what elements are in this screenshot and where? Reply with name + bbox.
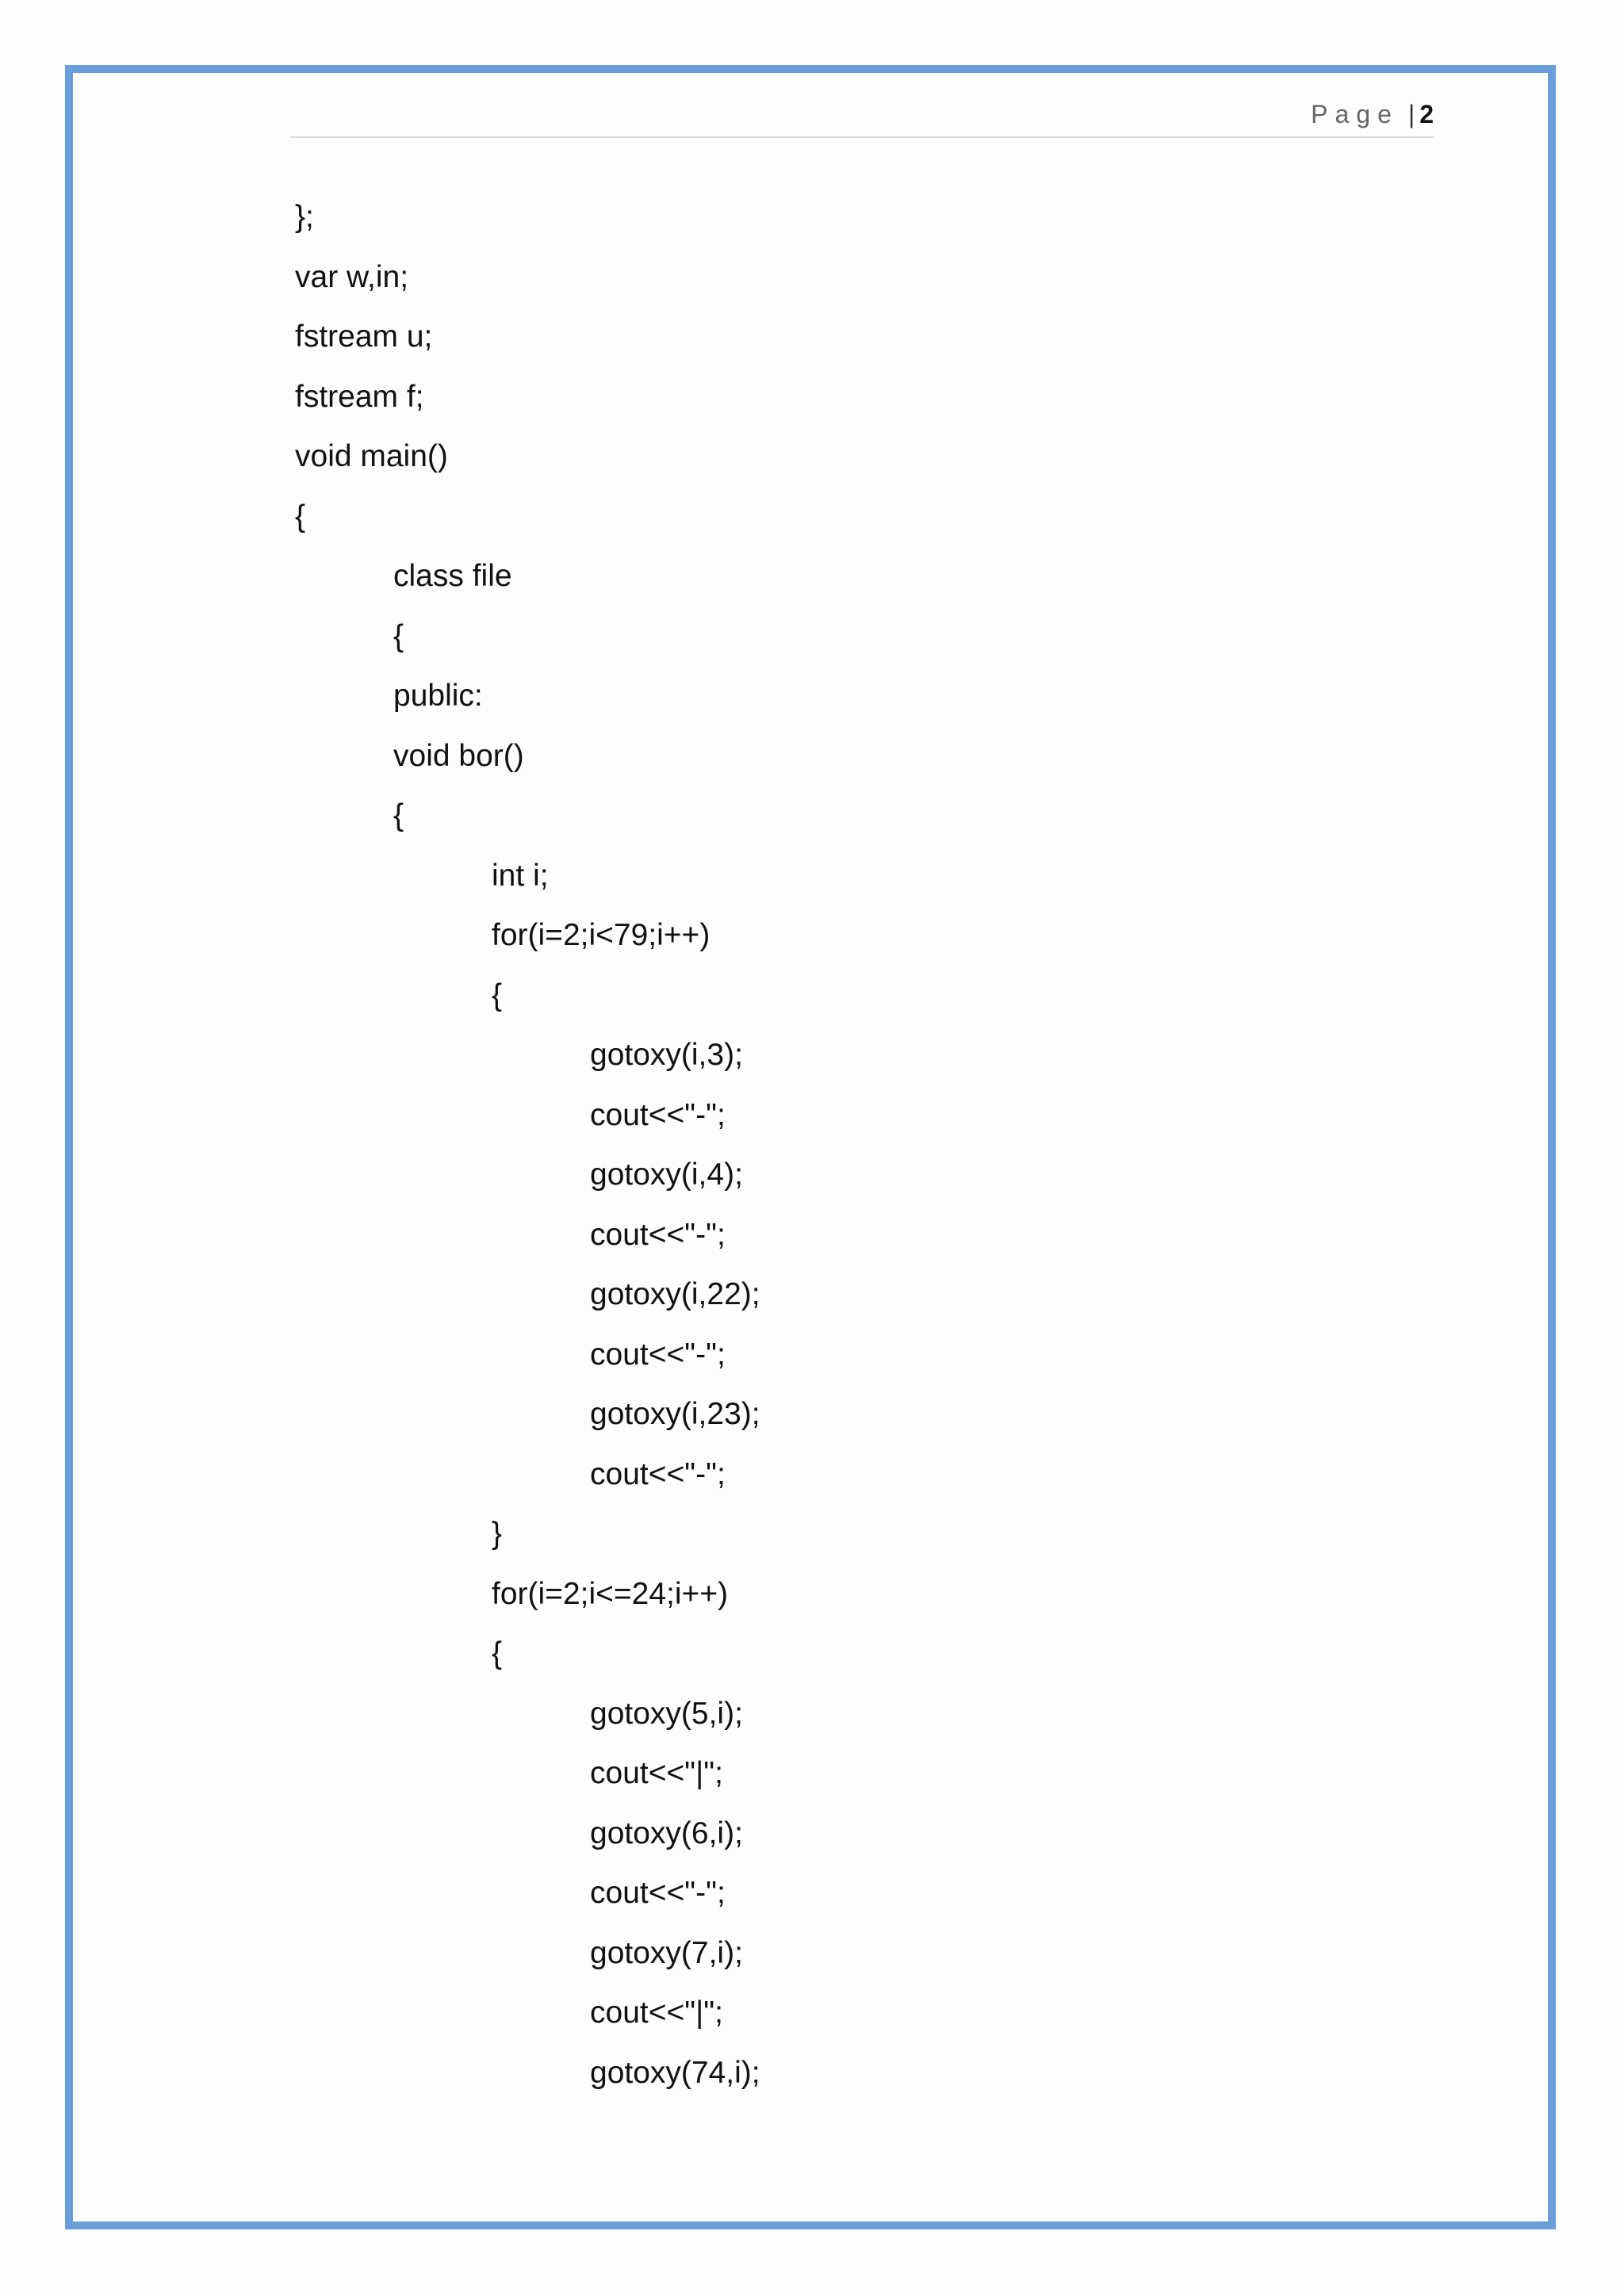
code-line: cout<<"|"; — [590, 1756, 723, 1790]
code-line: fstream u; — [295, 320, 433, 354]
code-line: for(i=2;i<79;i++) — [492, 918, 710, 952]
page-header — [290, 97, 1434, 138]
code-line: gotoxy(7,i); — [590, 1935, 743, 1970]
code-line: { — [492, 978, 503, 1012]
page-number: 2 — [1419, 100, 1434, 128]
code-line: { — [295, 499, 306, 534]
code-line: public: — [393, 679, 483, 713]
code-line: gotoxy(i,4); — [590, 1158, 743, 1192]
code-line: void bor() — [393, 738, 524, 773]
code-line: class file — [393, 559, 512, 593]
code-line: { — [393, 798, 404, 832]
code-line: cout<<"-"; — [590, 1217, 726, 1252]
code-line: }; — [295, 200, 314, 234]
code-line: gotoxy(74,i); — [590, 2055, 760, 2090]
code-line: { — [393, 618, 404, 653]
code-line: cout<<"-"; — [590, 1456, 726, 1491]
page-separator: | — [1408, 100, 1415, 128]
code-line: cout<<"-"; — [590, 1876, 726, 1910]
code-line: gotoxy(i,3); — [590, 1038, 743, 1072]
code-line: fstream f; — [295, 379, 424, 414]
code-line: cout<<"-"; — [590, 1097, 726, 1132]
code-line: } — [492, 1517, 503, 1551]
code-line: gotoxy(i,23); — [590, 1397, 760, 1431]
code-line: for(i=2;i<=24;i++) — [492, 1576, 729, 1611]
code-line: gotoxy(5,i); — [590, 1696, 743, 1731]
code-line: { — [492, 1636, 503, 1670]
code-block — [295, 194, 760, 2110]
code-line: cout<<"-"; — [590, 1337, 726, 1372]
code-line: gotoxy(i,22); — [590, 1277, 760, 1311]
page-border — [65, 65, 1556, 2229]
code-line: gotoxy(6,i); — [590, 1816, 743, 1850]
code-line: var w,in; — [295, 259, 409, 294]
code-line: cout<<"|"; — [590, 1996, 723, 2030]
page-word: Page — [1311, 100, 1399, 128]
code-line: int i; — [492, 858, 549, 893]
code-line: void main() — [295, 439, 448, 473]
page-number-label — [1311, 100, 1434, 129]
